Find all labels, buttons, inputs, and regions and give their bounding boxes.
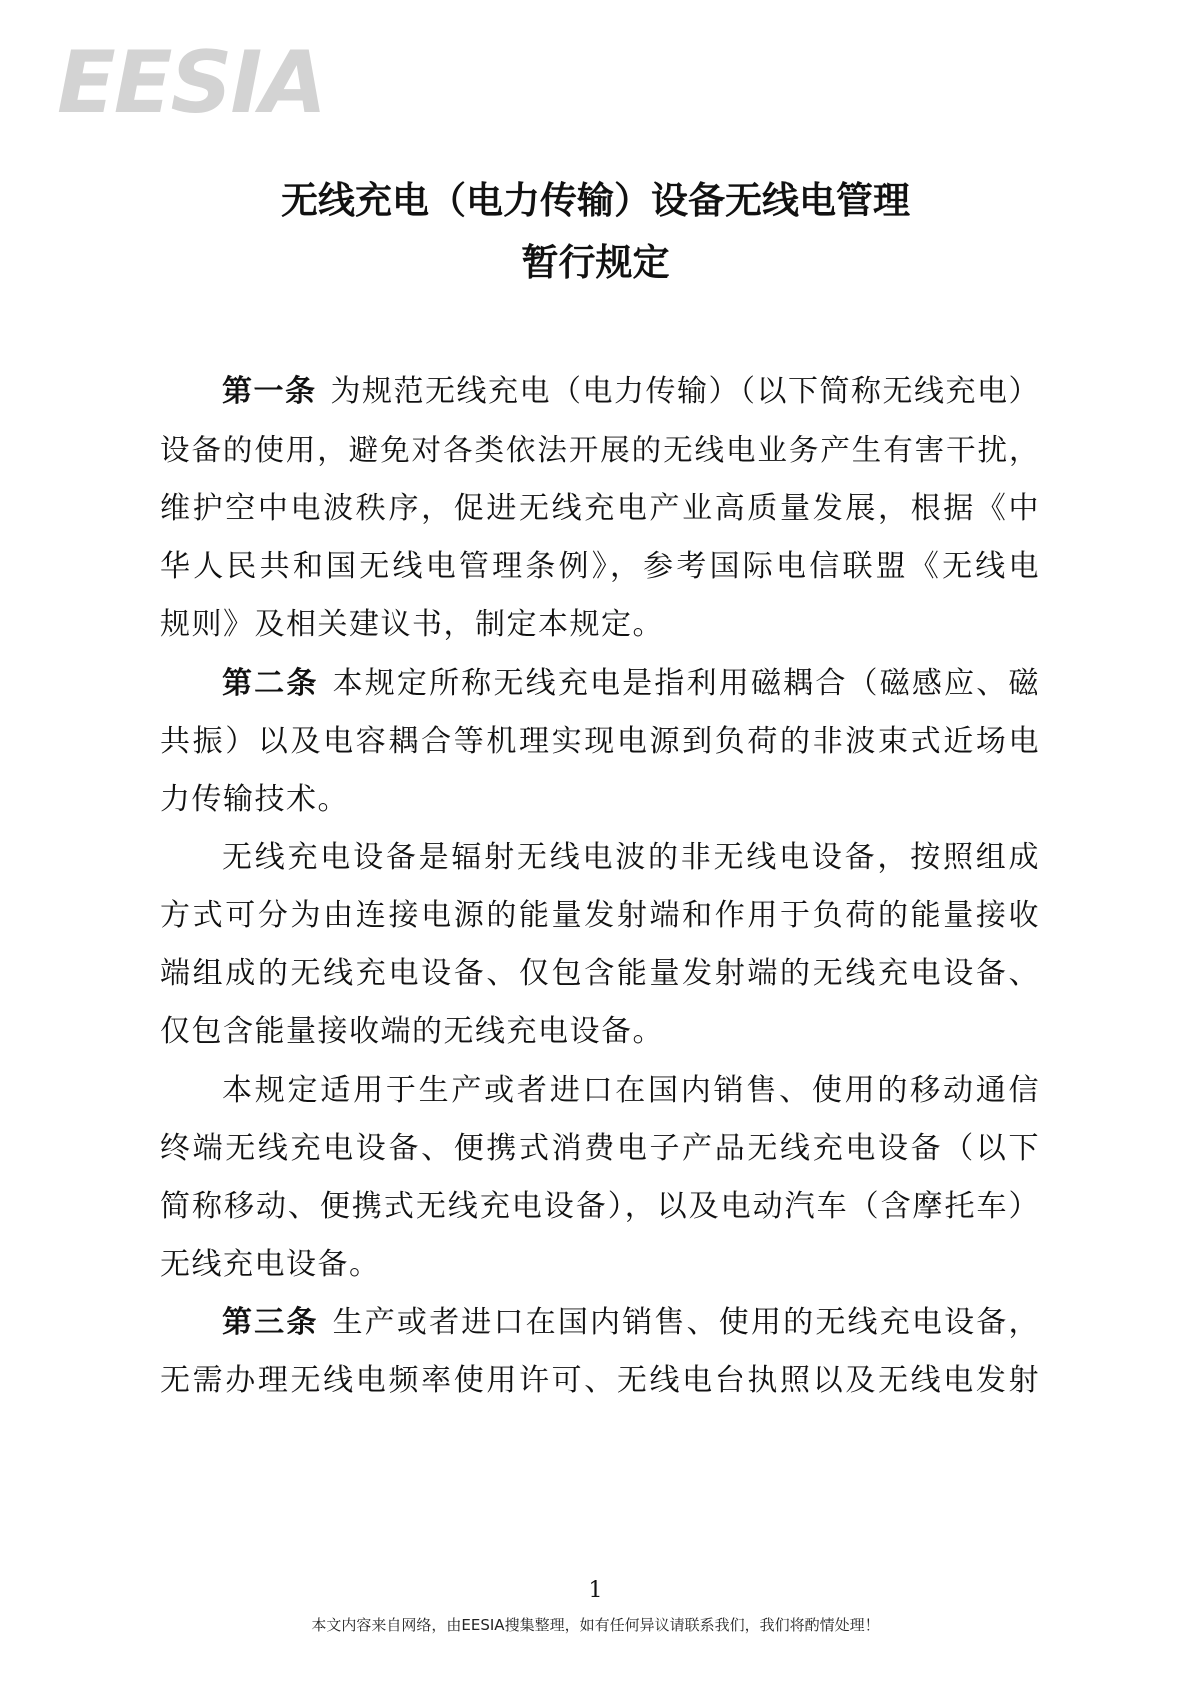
devices-line-3: 端组成的无线充电设备、仅包含能量发射端的无线充电设备、 (160, 956, 1040, 991)
article-2-heading: 第二条 (222, 666, 319, 701)
article-2-text: 本规定所称无线充电是指利用磁耦合（磁感应、磁 (332, 666, 1040, 701)
document-title: 无线充电（电力传输）设备无线电管理 (281, 179, 910, 222)
article-3-line-2: 无需办理无线电频率使用许可、无线电台执照以及无线电发射 (160, 1363, 1040, 1398)
article-1-line-5: 规则》及相关建议书，制定本规定。 (160, 607, 664, 642)
article-1-text: 为规范无线充电（电力传输）（以下简称无线充电） (330, 374, 1040, 409)
devices-line-2: 方式可分为由连接电源的能量发射端和作用于负荷的能量接收 (160, 898, 1040, 933)
document-title-line2: 暂行规定 (521, 241, 670, 284)
scope-line-1: 本规定适用于生产或者进口在国内销售、使用的移动通信 (222, 1073, 1040, 1108)
article-3-text: 生产或者进口在国内销售、使用的无线充电设备， (332, 1305, 1040, 1340)
eesia-logo: EESIA (57, 33, 325, 133)
article-1-line-2: 设备的使用，避免对各类依法开展的无线电业务产生有害干扰， (160, 433, 1040, 467)
article-1-line-1 (222, 374, 1040, 409)
scope-line-4: 无线充电设备。 (160, 1247, 381, 1282)
article-1-line-4: 华人民共和国无线电管理条例》，参考国际电信联盟《无线电 (160, 549, 1040, 584)
scope-line-2: 终端无线充电设备、便携式消费电子产品无线充电设备（以下 (160, 1131, 1040, 1166)
article-1-line-3: 维护空中电波秩序，促进无线充电产业高质量发展，根据《中 (160, 491, 1040, 526)
article-3-heading: 第三条 (222, 1305, 319, 1340)
article-2-line-1 (222, 666, 1040, 701)
article-1-heading: 第一条 (222, 374, 317, 409)
scope-line-3: 简称移动、便携式无线充电设备），以及电动汽车（含摩托车） (160, 1189, 1040, 1224)
devices-line-1: 无线充电设备是辐射无线电波的非无线电设备，按照组成 (222, 840, 1040, 875)
article-3-line-1 (222, 1305, 1040, 1340)
footer-note: 本文内容来自网络，由EESIA搜集整理，如有任何异议请联系我们，我们将酌情处理！ (311, 1616, 880, 1634)
article-2-line-3: 力传输技术。 (160, 782, 349, 817)
devices-line-4: 仅包含能量接收端的无线充电设备。 (160, 1014, 664, 1049)
article-2-line-2: 共振）以及电容耦合等机理实现电源到负荷的非波束式近场电 (160, 724, 1040, 759)
page-number: 1 (588, 1578, 603, 1603)
